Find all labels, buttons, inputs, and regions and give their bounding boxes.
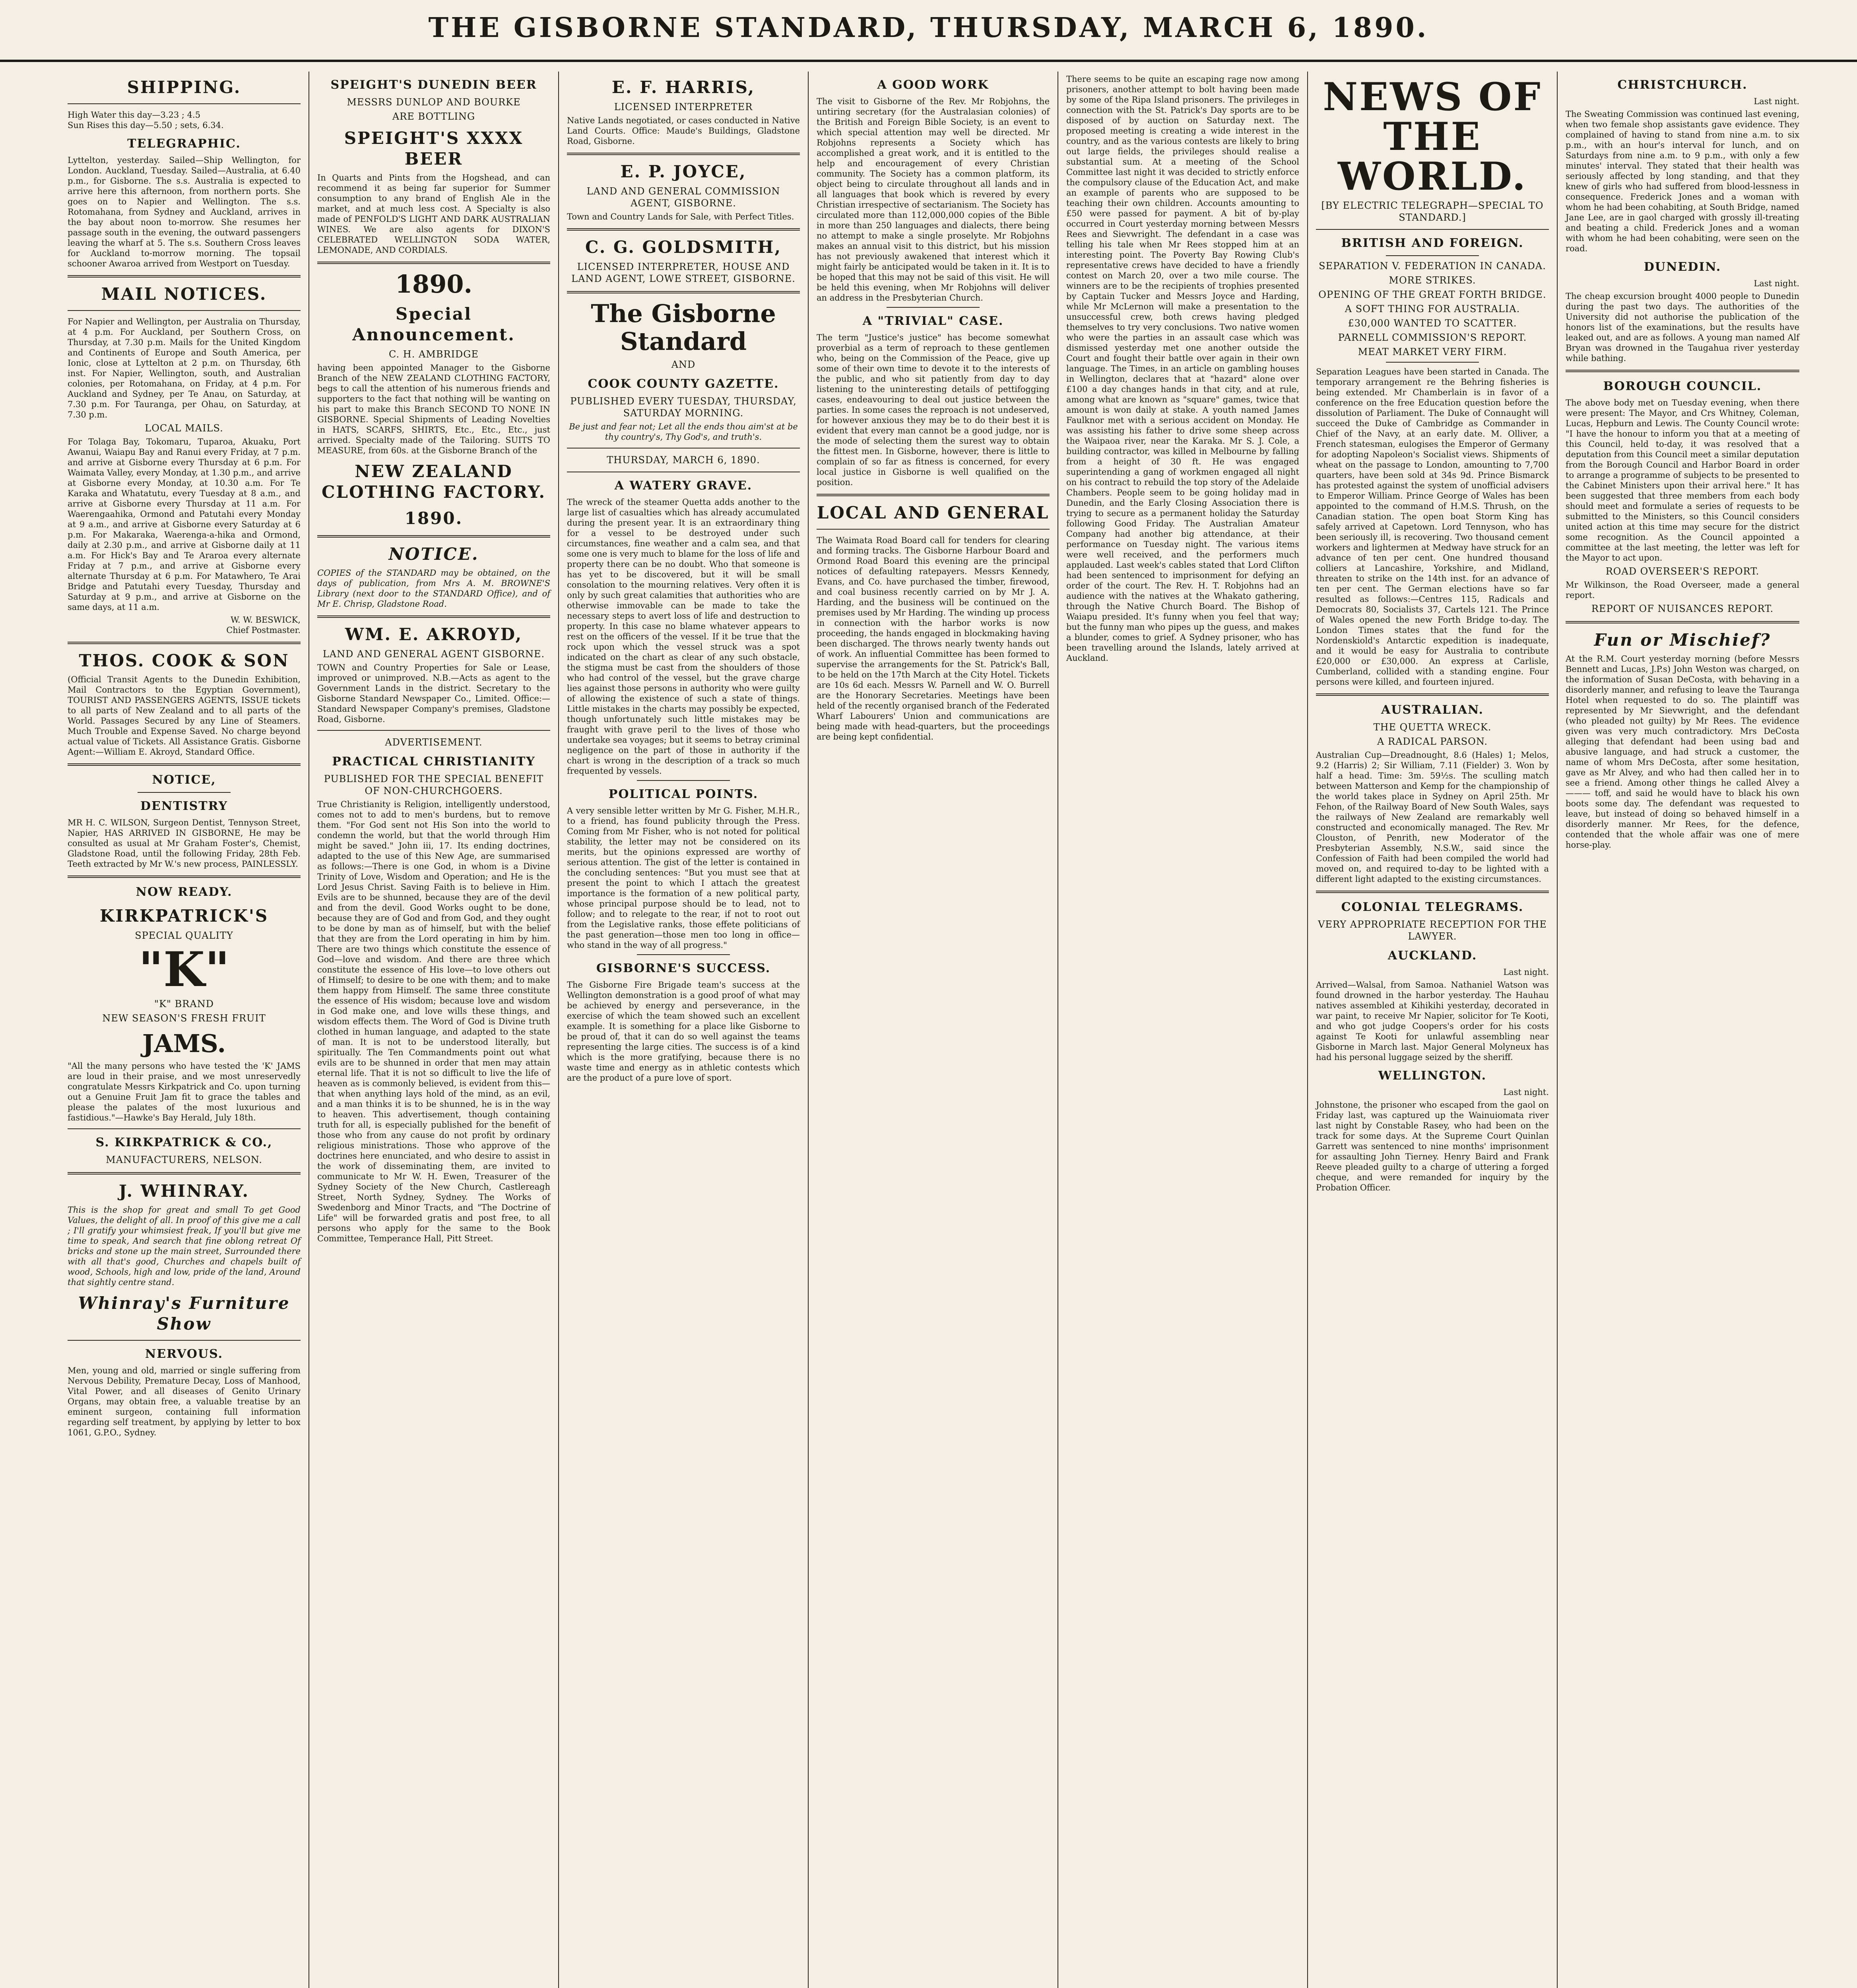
parnell-headline: PARNELL COMMISSION'S REPORT.	[1338, 332, 1527, 343]
paper-and: AND	[671, 359, 696, 370]
strikes-headline: MORE STRIKES.	[1389, 275, 1476, 286]
divider	[567, 228, 800, 231]
column-6	[1308, 72, 1558, 1988]
year-heading: 1890.	[395, 270, 473, 299]
kirkpatrick-co-heading: S. KIRKPATRICK & CO.,	[95, 1136, 273, 1149]
goldsmith-heading: C. G. GOLDSMITH,	[585, 237, 782, 257]
good-work-heading: A GOOD WORK	[877, 78, 989, 92]
divider	[68, 1172, 301, 1175]
masthead	[0, 0, 1857, 62]
speight-messrs: MESSRS DUNLOP AND BOURKE	[347, 97, 521, 108]
dateline: THURSDAY, MARCH 6, 1890.	[607, 454, 760, 466]
christchurch-dateline: Last night.	[1754, 97, 1799, 106]
borough-council-heading: BOROUGH COUNCIL.	[1603, 379, 1762, 393]
road-overseer-text: Mr Wilkinson, the Road Overseer, made a general report.	[1566, 580, 1799, 600]
nervous-heading: NERVOUS.	[145, 1347, 223, 1361]
shipping-heading: SHIPPING.	[127, 78, 241, 97]
k-brand-big: "K"	[138, 942, 230, 998]
ambridge-name: C. H. AMBRIDGE	[389, 349, 479, 360]
dunedin-heading: DUNEDIN.	[1644, 260, 1721, 274]
harris-sub: LICENSED INTERPRETER	[614, 101, 753, 113]
akroyd-heading: WM. E. AKROYD,	[345, 625, 523, 644]
divider	[317, 615, 550, 618]
divider	[68, 1128, 301, 1129]
political-points-heading: POLITICAL POINTS.	[608, 787, 759, 801]
divider	[317, 730, 550, 731]
borough-council-text: The above body met on Tuesday evening, when there were present: The Mayor, and Crs Whitney, Coleman, Lucas, Hepburn and Lewis. The County Council wrote: "I have the honour to inform you that at a meeting of this Council, held to-day, it was resolved that a deputation from this Council meet a similar deputation from the Borough Council and Harbor Board in order to arrange a programme of subjects to be presented to the Cabinet Ministers upon their arrival here." It has been suggested that three members from each body should meet and formulate a series of requests to be submitted to the Ministers, so this Council considers united action at this time may secure for the district some recognition. As the Council appointed a committee at the last meeting, the letter was left for the Mayor to act upon.	[1566, 398, 1799, 563]
meat-market-headline: MEAT MARKET VERY FIRM.	[1358, 346, 1507, 357]
scatter-headline: £30,000 WANTED TO SCATTER.	[1348, 318, 1517, 329]
divider	[68, 310, 301, 311]
news-byline: [BY ELECTRIC TELEGRAPH—SPECIAL TO STANDARD.]	[1321, 200, 1544, 223]
joyce-text: Town and Country Lands for Sale, with Perfect Titles.	[567, 212, 794, 221]
harris-heading: E. F. HARRIS,	[611, 78, 755, 97]
divider	[567, 291, 800, 293]
british-foreign-text: Separation Leagues have been started in Canada. The temporary arrangement re the Behring fisheries is being extended. Mr Chamberlain is in favor of a conference on the free Education question before the dissolution of Parliament. The Duke of Connaught will succeed the Duke of Cambridge as Commander in Chief of the Navy, at an early date. M. Olliver, a French statesman, eulogises the Emperor of Germany for adopting Napoleon's Socialist views. Shipments of wheat on the passage to London, amounting to 7,700 quarters, have been sold at 34s 9d. Prince Bismarck has protested against the system of unofficial advisers to Emperor William. Prince George of Wales has been appointed to the command of H.M.S. Thrush, on the Canadian station. The open boat Storm King has safely arrived at Capetown. Lord Tennyson, who has been seriously ill, is recovering. Two thousand cement workers and lightermen at Medway have struck for an advance of ten per cent. One hundred thousand colliers at Lancashire, Yorkshire, and Midland, threaten to strike on the 14th inst. for an advance of ten per cent. The German elections have so far resulted as follows:—Centres 115, Radicals and Democrats 80, Socialists 37, Cartels 121. The Prince of Wales opened the new Forth Bridge to-day. The London Times states that the fund for the Nordenskiold's Antarctic expedition is inadequate, and it would be easy for Australia to contribute £20,000 or £30,000. An express at Carlisle, Cumberland, collided with a standing engine. Four persons were killed, and fourteen injured.	[1316, 367, 1549, 687]
auckland-text: Arrived—Walsal, from Samoa. Nathaniel Watson was found drowned in the harbor yesterday. The Hauhau natives assembled at Kihikihi yesterday, decorated in war paint, to receive Mr Napier, solicitor for Te Kooti, and who got judge Coopers's order for his costs against Te Kooti for unlawful assembling near Gisborne in March last. Major General Molyneux has had his personal luggage seized by the sheriff.	[1316, 980, 1549, 1062]
auckland-dateline: Last night.	[1503, 967, 1549, 977]
nz-clothing-year: 1890.	[404, 509, 463, 528]
notice-heading: NOTICE,	[152, 773, 216, 787]
radical-parson-headline: A RADICAL PARSON.	[1377, 736, 1488, 747]
local-and-general-text: The Waimata Road Board call for tenders for clearing and forming tracks. The Gisborne Harbour Board and Ormond Road Board this evening are the principal notices of defaulting ratepayers. Messrs Kennedy, Evans, and Co. have purchased the timber, firewood, and coal business recently carried on by Mr J. A. Harding, and the business will be continued on the premises used by Mr Harding. The winding up process in connection with the harbor works is now proceeding, the hands engaged in blockmaking having been discharged. The throws nearly twenty hands out of work. An influential Committee has been formed to supervise the arrangements for the St. Patrick's Ball, to be held on the 17th March at the City Hotel. Tickets are 10s 6d each. Messrs W. Parnell and W. O. Burrell are the Honorary Secretaries. Meetings have been held of the recently organised branch of the Federated Wharf Labourers' Union and communications are being made with head-quarters, but the proceedings are being kept confidential.	[817, 536, 1050, 742]
soft-thing-headline: A SOFT THING FOR AUSTRALIA.	[1345, 303, 1520, 315]
kirkpatrick-co-sub: MANUFACTURERS, NELSON.	[106, 1154, 262, 1165]
new-season-label: NEW SEASON'S FRESH FRUIT	[102, 1013, 266, 1024]
telegraphic-text: Lyttelton, yesterday. Sailed—Ship Wellington, for London. Auckland, Tuesday. Sailed—Australia, at 6.40 p.m., for Gisborne. The s.s. Australia is expected to arrive here this afternoon, from northern ports. She goes on to Napier and Wellington. The s.s. Rotomahana, from Sydney and Auckland, arrives in the bay about noon to-morrow. She resumes her passage south in the evening, the outward passengers leaving the wharf at 5. The s.s. Southern Cross leaves for Auckland to-morrow morning. The topsail schooner Awaroa arrived from Westport on Tuesday.	[68, 155, 301, 268]
dentistry-heading: DENTISTRY	[140, 799, 228, 813]
k-brand-label: "K" BRAND	[154, 998, 214, 1010]
divider	[1566, 621, 1799, 623]
watery-grave-heading: A WATERY GRAVE.	[614, 479, 753, 493]
akroyd-sub: LAND AND GENERAL AGENT GISBORNE.	[322, 648, 545, 660]
speight-text: In Quarts and Pints from the Hogshead, and can recommend it as being far superior for Summer consumption to any brand of English Ale in the market, and at much less cost. A Specialty is also made of PENFOLD'S LIGHT AND DARK AUSTRALIAN WINES. We are also agents for DIXON'S CELEBRATED WELLINGTON SODA WATER, LEMONADE, AND CORDIALS.	[317, 173, 550, 255]
divider	[317, 262, 550, 264]
notice-heading: NOTICE.	[388, 544, 479, 564]
divider	[68, 1340, 301, 1341]
practical-christianity-sub: PUBLISHED FOR THE SPECIAL BENEFIT OF NON-CHURCHGOERS.	[324, 773, 544, 796]
joyce-heading: E. P. JOYCE,	[620, 162, 747, 181]
mail-notices-heading: MAIL NOTICES.	[101, 284, 267, 304]
road-overseer-heading: ROAD OVERSEER'S REPORT.	[1605, 566, 1760, 577]
divider	[817, 529, 1050, 530]
notice-text: COPIES of the STANDARD may be obtained, on the days of publication, from Mrs A. M. BROWNE'S Library (next door to the STANDARD Office), and of Mr E. Chrisp, Gladstone Road.	[317, 568, 550, 609]
column-4	[809, 72, 1058, 1988]
practical-christianity-heading: PRACTICAL CHRISTIANITY	[332, 755, 536, 769]
good-work-text: The visit to Gisborne of the Rev. Mr Robjohns, the untiring secretary (for the Australasian colonies) of the British and Foreign Bible Society, is an event to which special attention may well be directed. Mr Robjohns represents a Society which has accomplished a great work, and it is entitled to the help and encouragement of every Christian community. The Society has a common platform, its object being to circulate throughout all lands and in all languages that book which is revered by every Christian irrespective of sectarianism. The Society has circulated more than 112,000,000 copies of the Bible in more than 250 languages and dialects, there being no attempt to make a single proselyte. Mr Robjohns makes an annual visit to this district, but his mission has not previously awakened that interest which it might fairly be anticipated would be taken in it. It is to be hoped that this may not be said of this visit. He will be held this evening, when Mr Robjohns will deliver an address in the Presbyterian Church.	[817, 97, 1050, 303]
whinray-text: This is the shop for great and small To get Good Values, the delight of all. In proof of this give me a call ; I'll gratify your whimsiest freak, If you'll but give me time to speak, And search that fine oblong retreat Of bricks and stone up the main street, Surrounded there with all that's good, Churches and chapels built of wood, Schools, high and low, pride of the land, Around that sightly centre stand.	[68, 1205, 301, 1287]
divider	[1386, 255, 1479, 256]
trivial-case-text: The term "Justice's justice" has become somewhat proverbial as a term of reproach to these gentlemen who, being on the Commission of the Peace, give up some of their own time to devote it to the interests of the public, and who sit patiently from day to day listening to the uninteresting details of pettifogging cases, endeavouring to deal out justice between the parties. In some cases the reproach is not undeserved, for however anxious they may be to do their best it is evident that every man cannot be a good judge, nor is the mode of selecting them the surest way to obtain the fittest men. In Gisborne, however, there is little to complain of so far as fitness is concerned, for every local justice in Gisborne is well qualified on the position.	[817, 333, 1050, 487]
special-announcement-heading: Special Announcement.	[352, 304, 515, 344]
postmaster-signature: W. W. BESWICK, Chief Postmaster.	[226, 615, 301, 635]
divider	[68, 642, 301, 644]
column-7	[1558, 72, 1807, 1988]
speight-heading: SPEIGHT'S XXXX BEER	[344, 128, 524, 169]
newspaper-columns	[60, 72, 1809, 1988]
gisbornes-success-heading: GISBORNE'S SUCCESS.	[596, 961, 771, 975]
local-mails-text: For Tolaga Bay, Tokomaru, Tuparoa, Akuaku, Port Awanui, Waiapu Bay and Ranui every Friday, at 7 p.m. and arrive at Gisborne every Thursday at 6 p.m. For Waimata Valley, every Monday, at 1.30 p.m., and arrive at Gisborne every Monday, at 10.30 a.m. For Te Karaka and Whatatutu, every Tuesday at 8 a.m., and arrive at Gisborne every Thursday at 11 a.m. For Waerengaahika, Ormond and Patutahi every Monday at 9 a.m., and arrive at Gisborne every Saturday at 6 p.m. For Makaraka, Waerenga-a-hika and Ormond, daily at 2.30 p.m., and arrive at Gisborne daily at 11 a.m. For Hick's Bay and Te Araroa every alternate Friday at 7 p.m., and arrive at Gisborne every alternate Thursday at 6 p.m. For Matawhero, Te Arai Bridge and Patutahi every Tuesday, Thursday and Saturday at 9 p.m., and arrive at Gisborne on the same days, at 11 a.m.	[68, 437, 301, 612]
cook-text: (Official Transit Agents to the Dunedin Exhibition, Mail Contractors to the Egyptian Government), TOURIST AND PASSENGERS AGENTS, ISSUE tickets to all parts of New Zealand and to all parts of the World. Passages Secured by any Line of Steamers. Much Trouble and Expense Saved. No charge beyond actual value of Tickets. All Assistance Gratis. Gisborne Agent:—William E. Akroyd, Standard Office.	[68, 675, 301, 757]
divider	[68, 763, 301, 766]
ambridge-text: having been appointed Manager to the Gisborne Branch of the NEW ZEALAND CLOTHING FACTORY, begs to call the attention of his numerous friends and supporters to the fact that nothing will be wanting on his part to make this Branch SECOND TO NONE IN GISBORNE. Special Shipments of Leading Novelties in HATS, SCARFS, SHIRTS, Etc., Etc., Etc., just arrived. Specialty made of the Tailoring. SUITS TO MEASURE, from 60s. at the Gisborne Branch of the	[317, 363, 550, 455]
colonial-telegrams-heading: COLONIAL TELEGRAMS.	[1341, 900, 1524, 914]
nuisances-heading: REPORT OF NUISANCES REPORT.	[1591, 603, 1774, 614]
published-note: PUBLISHED EVERY TUESDAY, THURSDAY, SATURDAY MORNING.	[570, 396, 797, 419]
british-foreign-heading: BRITISH AND FOREIGN.	[1341, 236, 1524, 250]
local-mails-heading: LOCAL MAILS.	[145, 423, 223, 434]
nz-clothing-heading: NEW ZEALAND CLOTHING FACTORY.	[321, 462, 546, 502]
akroyd-text: TOWN and Country Properties for Sale or Lease, improved or unimproved. N.B.—Acts as agent to the Government Lands in the district. Secretary to the Gisborne Standard Newspaper Co., Limited. Office:—Standard Newspaper Company's premises, Gladstone Road, Gisborne.	[317, 663, 550, 724]
separation-headline: SEPARATION V. FEDERATION IN CANADA.	[1319, 260, 1546, 272]
auckland-heading: AUCKLAND.	[1387, 949, 1477, 963]
quetta-headline: THE QUETTA WRECK.	[1373, 722, 1492, 733]
divider	[637, 780, 730, 781]
whinray-shop-heading: Whinray's Furniture Show	[78, 1293, 290, 1334]
joyce-sub: LAND AND GENERAL COMMISSION AGENT, GISBORNE.	[586, 186, 780, 209]
telegraphic-heading: TELEGRAPHIC.	[127, 137, 241, 151]
local-and-general-continued: There seems to be quite an escaping rage now among prisoners, another attempt to bolt having been made by some of the Ripa Island prisoners. The privileges in connection with the St. Patrick's Day sports are to be disposed of by auction on Saturday next. The proposed meeting is creating a wide interest in the country, and as the various contests are likely to bring out large fields, the privileges should realise a substantial sum. At a meeting of the School Committee last night it was decided to strictly enforce the compulsory clause of the Education Act, and make an example of parents who are supposed to be teaching their own children. Accounts amounting to £50 were passed for payment. A bit of by-play occurred in Court yesterday morning between Messrs Rees and Sievwright. The defendant in a case was telling his tale when Mr Rees stopped him at an interesting point. The Poverty Bay Rowing Club's representative crews have decided to have a friendly contest on March 20, over a two mile course. The winners are to be the recipients of trophies presented by Captain Tucker and Messrs Joyce and Harding, while Mr McLernon will make a presentation to the unsuccessful crew, both crews having pledged themselves to try very conclusions. Two native women who were the parties in an assault case which was dismissed yesterday met one another outside the Court and fought their battle over again in their own language. The Times, in an article on gambling houses in Wellington, declares that at "hazard" alone over £100 a day changes hands in that city, and at rule, among what are known as "square" games, twice that amount is won daily at stake. A youth named James Faulknor met with a serious accident on Monday. He was assisting his father to drive some sheep across the Waipaoa river, near the Karaka. Mr S. J. Cole, a building contractor, was killed in Melbourne by falling from a height of 30 ft. He was engaged superintending a gang of workmen engaged all night on his contract to rebuild the top story of the Adelaide Chambers. People seem to be going holiday mad in Dunedin, and the Early Closing Association there is trying to secure as a permanent holiday the Saturday following Good Friday. The Australian Amateur Company had another big attendance, at their performance on Tuesday night. The various items were well received, and the performers much applauded. Last week's cables stated that Lord Clifton had been sentenced to imprisonment for defying an order of the court. The Rev. H. T. Robjohns had an audience with the natives at the Whakato gathering, through the Native Church Board. The Bishop of Waiapu presided. It's funny when you feel that way; but the funny man who pipes up the guess, and makes a blunder, comes to grief. A Sydney prisoner, who has been travelling around the Islands, lately arrived at Auckland.	[1066, 74, 1299, 663]
divider	[1316, 693, 1549, 696]
tides-text: High Water this day—3.23 ; 4.5 Sun Rises this day—5.50 ; sets, 6.34.	[68, 110, 224, 130]
now-ready-heading: NOW READY.	[136, 885, 233, 899]
divider	[637, 954, 730, 955]
column-1	[60, 72, 309, 1988]
divider	[68, 275, 301, 278]
reception-headline: VERY APPROPRIATE RECEPTION FOR THE LAWYER.	[1318, 919, 1547, 942]
motto: Be just and fear not; Let all the ends thou aim'st at be thy country's, Thy God's, and truth's.	[569, 422, 798, 442]
divider	[138, 792, 231, 793]
divider	[887, 307, 980, 308]
practical-christianity-text: True Christianity is Religion, intelligently understood, comes not to add to men's burdens, but to remove them. "For God sent not His Son into the world to condemn the world, but that the world through Him might be saved." John iii, 17. Its ending doctrines, adapted to the use of this New Age, are summarised as follows:—There is one God, in whom is a Divine Trinity of Love, Wisdom and Operation; and He is the Lord Jesus Christ. Saving Faith is to believe in Him. Evils are to be shunned, because they are of the devil and from the devil. Good Works ought to be done, because they are of God and from God, and they ought to be done by man as of himself, but with the belief that they are from the Lord operating in him by him. There are two things which constitute the essence of God—love and wisdom. And there are three which constitute the essence of His love—to love others out of Himself; to desire to be one with them; and to make them happy from Himself. The same three constitute the essence of His wisdom; because love and wisdom in God make one, and love wills these things, and wisdom effects them. The Word of God is Divine truth clothed in human language, and adapted to the state of man. It is not to be understood literally, but spiritually. The Ten Commandments point out what evils are to be shunned in order that men may attain eternal life. That it is not so difficult to live the life of heaven as is commonly believed, is evident from this—that when anything lays hold of the mind, as an evil, and a man thinks it is to be shunned, he is in the way to heaven. This advertisement, though containing truth for all, is especially published for the benefit of those who from any cause do not profit by ordinary religious ministrations. Those who approve of the doctrines here enunciated, and who desire to assist in the work of disseminating them, are invited to communicate to Mr W. H. Ewen, Treasurer of the Sydney Society of the New Church, Castlereagh Street, North Sydney, Sydney. The Works of Swedenborg and Minor Tracts, and "The Doctrine of Life" will be forwarded gratis and post free, to all persons who apply for the same to the Book Committee, Temperance Hall, Pitt Street.	[317, 800, 550, 1243]
divider	[68, 103, 301, 104]
wellington-text: Johnstone, the prisoner who escaped from the gaol on Friday last, was captured up the Wainuiomata river last night by Constable Rasey, who had been on the track for some days. At the Supreme Court Quinlan Garrett was sentenced to nine months' imprisonment for assaulting John Tierney. Henry Baird and Frank Reeve pleaded guilty to a charge of uttering a forged cheque, and were remanded for inquiry by the Probation Officer.	[1316, 1100, 1549, 1192]
paper-nameplate: The Gisborne Standard	[591, 299, 776, 356]
column-5	[1058, 72, 1308, 1988]
political-points-text: A very sensible letter written by Mr G. Fisher, M.H.R., to a friend, has found publicity through the Press. Coming from Mr Fisher, who is not noted for political stability, the letter may not be considered on its merits, but the opinions expressed are worthy of serious attention. The gist of the letter is contained in the concluding sentences: "But you must see that at present the point to which I attach the greatest importance is the formation of a new political party, whose principal purpose should be to lead, not to follow; and to relegate to the rear, if not to root out from the Legislative ranks, those effete politicians of the past generation—those men too long in office—who stand in the way of all progress."	[567, 806, 800, 950]
divider	[1566, 370, 1799, 372]
divider	[1386, 362, 1479, 363]
column-2	[309, 72, 559, 1988]
mail-notices-text: For Napier and Wellington, per Australia on Thursday, at 4 p.m. For Auckland, per Southern Cross, on Thursday, at 7.30 p.m. Mails for the United Kingdom and Continents of Europe and South America, per Ionic, close at Lyttelton at 2 p.m. on Thursday, 6th inst. For Napier, Wellington, south, and Australian colonies, per Rotomahana, on Friday, at 4 p.m. For Auckland and Sydney, per Te Anau, on Saturday, at 7.30 p.m. For Tauranga, per Ohau, on Saturday, at 7.30 p.m.	[68, 317, 301, 419]
cook-heading: THOS. COOK & SON	[79, 651, 289, 670]
dunedin-text: The cheap excursion brought 4000 people to Dunedin during the past two days. The authorities of the University did not authorise the publication of the honors list of the examinations, but the results have leaked out, and are as follows. A young man named Alf Bryan was drowned in the Taugahua river yesterday while bathing.	[1566, 291, 1799, 363]
local-and-general-heading: LOCAL AND GENERAL	[817, 503, 1050, 522]
goldsmith-sub: LICENSED INTERPRETER, HOUSE AND LAND AGENT, LOWE STREET, GISBORNE.	[571, 261, 796, 284]
forth-bridge-headline: OPENING OF THE GREAT FORTH BRIDGE.	[1318, 289, 1547, 300]
news-of-the-world-heading: NEWS OF THE WORLD.	[1323, 74, 1542, 199]
dunedin-dateline: Last night.	[1754, 279, 1799, 288]
column-3	[559, 72, 809, 1988]
dentistry-text: MR H. C. WILSON, Surgeon Dentist, Tennyson Street, Napier, HAS ARRIVED IN GISBORNE, He may be consulted as usual at Mr Graham Foster's, Chemist, Gladstone Road, until the following Friday, 28th Feb. Teeth extracted by Mr W.'s new process, PAINLESSLY.	[68, 818, 301, 869]
nervous-text: Men, young and old, married or single suffering from Nervous Debility, Premature Decay, Loss of Manhood, Vital Power, and all diseases of Genito Urinary Organs, may obtain free, a valuable treatise by an eminent surgeon, containing full information regarding self treatment, by applying by letter to box 1061, G.P.O., Sydney.	[68, 1366, 301, 1437]
fun-or-mischief-text: At the R.M. Court yesterday morning (before Messrs Bennett and Lucas, J.P.s) John Weston was charged, on the information of Susan DeCosta, with behaving in a disorderly manner, and refusing to leave the Tauranga Hotel when requested to do so. The plaintiff was represented by Mr Sievwright, and the defendant (who pleaded not guilty) by Mr Rees. The evidence given was very much contradictory. Mrs DeCosta alleging that defendant had been using bad and abusive language, and had struck a customer, the name of whom Mrs DeCosta, after some hesitation, gave as Mr Alvey, and who had then called her in to see a friend. Among other things he called Alvey a ——— toff, and said he would have to black his own boots some day. The defendant was requested to leave, but instead of doing so behaved himself in a disorderly manner. Mr Rees, for the defence, contended that the whole affair was one of mere horse-play.	[1566, 654, 1799, 850]
divider	[1316, 891, 1549, 893]
paper-subtitle: COOK COUNTY GAZETTE.	[588, 377, 779, 391]
speight-top: SPEIGHT'S DUNEDIN BEER	[330, 78, 537, 92]
advert-label: ADVERTISEMENT.	[385, 737, 483, 748]
trivial-case-heading: A "TRIVIAL" CASE.	[862, 314, 1004, 328]
fun-or-mischief-heading: Fun or Mischief?	[1594, 630, 1771, 650]
divider	[317, 535, 550, 538]
jams-text: "All the many persons who have tested the 'K' JAMS are loud in their praise, and we most unreservedly congratulate Messrs Kirkpatrick and Co. upon turning out a Genuine Fruit Jam fit to grace the tables and please the palates of the most luxurious and fastidious."—Hawke's Bay Herald, July 18th.	[68, 1061, 301, 1122]
whinray-heading: J. WHINRAY.	[118, 1181, 250, 1201]
australian-text: Australian Cup—Dreadnought, 8.6 (Hales) 1; Melos, 9.2 (Harris) 2; Sir William, 7.11 (Fielder) 3. Won by half a head. Time: 3m. 59½s. The sculling match between Matterson and Kemp for the championship of the world takes place in Sydney on April 25th. Mr Fehon, of the Railway Board of New South Wales, says the railways of New Zealand are remarkably well constructed and economically managed. The Rev. Mr Clouston, of Penrith, new Moderator of the Presbyterian Assembly, N.S.W., said since the Confession of Faith had been compiled the world had moved on, and required to-day to be lighted with a different light adapted to the existing circumstances.	[1316, 750, 1549, 884]
divider	[817, 494, 1050, 496]
australian-heading: AUSTRALIAN.	[1381, 703, 1484, 717]
kirkpatrick-heading: KIRKPATRICK'S	[99, 906, 269, 926]
christchurch-heading: CHRISTCHURCH.	[1617, 78, 1748, 92]
watery-grave-text: The wreck of the steamer Quetta adds another to the large list of casualties which has already accumulated during the present year. It is an extraordinary thing for a vessel to be destroyed under such circumstances, fine weather and a calm sea, and that some one is very much to blame for the loss of life and property there can be no doubt. Who that someone is has yet to be discovered, but it will be small consolation to the mourning relatives. Very often it is only by such great calamities that authorities who are otherwise immovable can be made to take the necessary steps to avert loss of life and destruction to property. In this case no blame whatever appears to rest on the officers of the vessel. If it be true that the rock upon which the vessel struck was a spot indicated on the chart as clear of any such obstacle, the stigma must be cast from the shoulders of those who had control of the vessel, but the grave charge lies against those persons in authority who were guilty of allowing the existence of such a state of things. Little mistakes in the charts may possibly be expected, though unfortunately such little mistakes may be fraught with grave peril to the lives of those who undertake sea voyages; but it seems to betray criminal negligence on the part of those in authority if the chart is wrong in the description of a track so much frequented by vessels.	[567, 497, 800, 776]
wellington-heading: WELLINGTON.	[1378, 1069, 1487, 1083]
divider	[68, 876, 301, 878]
divider	[1316, 229, 1549, 230]
masthead-title: THE GISBORNE STANDARD, THURSDAY, MARCH 6, 1890.	[428, 12, 1429, 44]
special-quality: SPECIAL QUALITY	[135, 930, 233, 941]
gisbornes-success-text: The Gisborne Fire Brigade team's success at the Wellington demonstration is a good proof of what may be achieved by energy and perseverance, in the exercise of which the team showed such an excellent example. It is something for a place like Gisborne to be proud of, that it can do so well against the teams representing the large cities. The success is of a kind which is the more gratifying, because there is no waste time and energy as in athletic contests which are the product of a pure love of sport.	[567, 980, 800, 1083]
divider	[567, 153, 800, 155]
speight-bottling: ARE BOTTLING	[392, 111, 475, 122]
wellington-dateline: Last night.	[1503, 1087, 1549, 1097]
christchurch-text: The Sweating Commission was continued last evening, when two female shop assistants gave evidence. They complained of having to stand from nine a.m. to six p.m., with an hour's interval for lunch, and on Saturdays from nine a.m. to 9 p.m., with only a few minutes' interval. They stated that their health was seriously affected by long standing, and that they knew of girls who had suffered from blood-lessness in consequence. Frederick Jones and a woman with whom he had been cohabiting, at South Bridge, named Jane Lee, are in gaol charged with grossly ill-treating and beating a child. Frederick Jones and a woman with whom he had been cohabiting, were seen on the road.	[1566, 109, 1799, 253]
jams-heading: JAMS.	[142, 1029, 226, 1058]
harris-text: Native Lands negotiated, or cases conducted in Native Land Courts. Office: Maude's Buildings, Gladstone Road, Gisborne.	[567, 116, 800, 146]
